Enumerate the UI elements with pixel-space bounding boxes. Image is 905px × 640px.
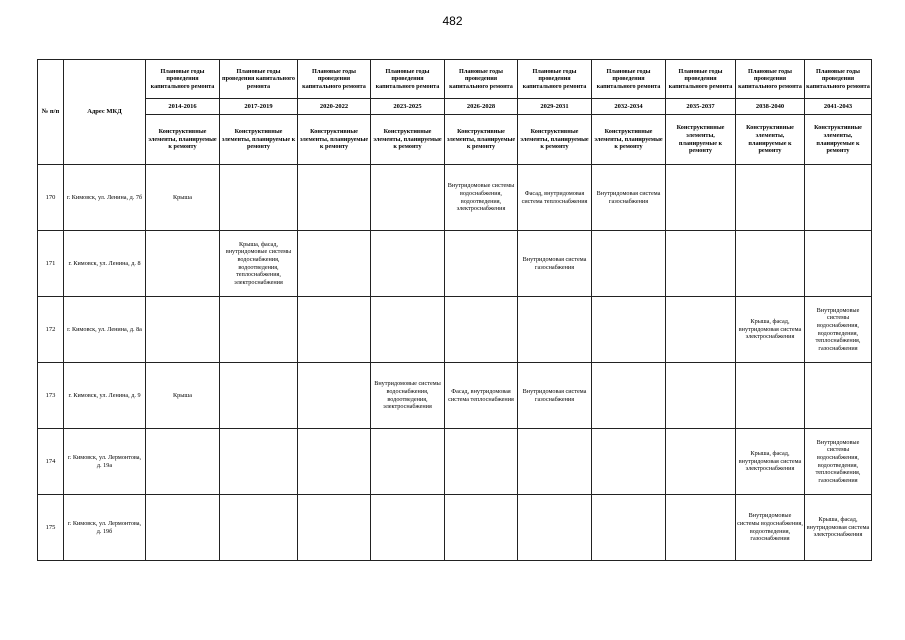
repair-cell: Внутридомовые системы водоснабжения, водоотведения, газоснабжения bbox=[736, 495, 805, 561]
repair-cell bbox=[371, 231, 445, 297]
period-years: 2041-2043 bbox=[805, 99, 872, 115]
table-row bbox=[38, 363, 872, 429]
period-title: Плановые годы проведения капитального ремонта bbox=[805, 60, 872, 99]
repair-cell bbox=[146, 231, 220, 297]
row-address: г. Кимовск, ул. Ленина, д. 8 bbox=[64, 231, 146, 297]
period-years: 2026-2028 bbox=[445, 99, 518, 115]
repair-cell bbox=[736, 231, 805, 297]
row-number: 171 bbox=[38, 231, 64, 297]
repair-cell bbox=[146, 429, 220, 495]
repair-cell bbox=[666, 165, 736, 231]
repair-cell bbox=[146, 495, 220, 561]
elements-header: Конструктивные элементы, планируемые к ремонту bbox=[592, 115, 666, 165]
repair-cell bbox=[592, 495, 666, 561]
period-title: Плановые годы проведения капитального ремонта bbox=[445, 60, 518, 99]
repair-cell bbox=[592, 429, 666, 495]
repair-cell: Крыша, фасад, внутридомовая система электроснабжения bbox=[736, 297, 805, 363]
elements-header: Конструктивные элементы, планируемые к ремонту bbox=[146, 115, 220, 165]
repair-cell bbox=[518, 429, 592, 495]
repair-cell bbox=[298, 231, 371, 297]
period-title: Плановые годы проведения капитального ремонта bbox=[298, 60, 371, 99]
repair-cell: Внутридомовая система газоснабжения bbox=[518, 231, 592, 297]
row-number: 172 bbox=[38, 297, 64, 363]
repair-cell bbox=[220, 165, 298, 231]
repair-cell: Фасад, внутридомовая система теплоснабжения bbox=[445, 363, 518, 429]
repair-cell bbox=[298, 429, 371, 495]
repair-cell bbox=[445, 297, 518, 363]
row-address: г. Кимовск, ул. Ленина, д. 9 bbox=[64, 363, 146, 429]
elements-header: Конструктивные элементы, планируемые к ремонту bbox=[805, 115, 872, 165]
table-row bbox=[38, 165, 872, 231]
repair-cell bbox=[805, 231, 872, 297]
repair-cell bbox=[146, 297, 220, 363]
repair-cell: Внутридомовые системы водоснабжения, водоотведения, электроснабжения bbox=[445, 165, 518, 231]
elements-header: Конструктивные элементы, планируемые к ремонту bbox=[518, 115, 592, 165]
repair-cell bbox=[592, 297, 666, 363]
repair-cell bbox=[736, 165, 805, 231]
table-row bbox=[38, 429, 872, 495]
repair-cell bbox=[518, 495, 592, 561]
repair-cell: Крыша, фасад, внутридомовая система электроснабжения bbox=[805, 495, 872, 561]
period-years: 2038-2040 bbox=[736, 99, 805, 115]
row-address: г. Кимовск, ул. Лермонтова, д. 19а bbox=[64, 429, 146, 495]
row-address: г. Кимовск, ул. Лермонтова, д. 19б bbox=[64, 495, 146, 561]
repair-cell bbox=[592, 363, 666, 429]
repair-cell: Внутридомовая система газоснабжения bbox=[592, 165, 666, 231]
period-years: 2020-2022 bbox=[298, 99, 371, 115]
period-years: 2032-2034 bbox=[592, 99, 666, 115]
period-years: 2014-2016 bbox=[146, 99, 220, 115]
row-address: г. Кимовск, ул. Ленина, д. 7б bbox=[64, 165, 146, 231]
repair-cell: Крыша bbox=[146, 363, 220, 429]
repair-cell bbox=[220, 495, 298, 561]
repair-cell: Внутридомовые системы водоснабжения, водоотведения, теплоснабжения, газоснабжения bbox=[805, 429, 872, 495]
repair-cell bbox=[445, 231, 518, 297]
repair-cell bbox=[371, 297, 445, 363]
repair-cell: Внутридомовые системы водоснабжения, водоотведения, электроснабжения bbox=[371, 363, 445, 429]
row-number: 175 bbox=[38, 495, 64, 561]
header-row-years bbox=[38, 99, 872, 115]
repair-cell bbox=[805, 363, 872, 429]
repair-cell bbox=[805, 165, 872, 231]
table-row bbox=[38, 297, 872, 363]
repair-cell: Крыша, фасад, внутридомовая система электроснабжения bbox=[736, 429, 805, 495]
repair-cell bbox=[666, 231, 736, 297]
period-title: Плановые годы проведения капитального ремонта bbox=[371, 60, 445, 99]
col-number-header: № п/п bbox=[38, 60, 64, 165]
capital-repair-table bbox=[37, 59, 872, 561]
repair-cell: Внутридомовая система газоснабжения bbox=[518, 363, 592, 429]
repair-cell: Внутридомовые системы водоснабжения, водоотведения, теплоснабжения, газоснабжения bbox=[805, 297, 872, 363]
repair-cell: Крыша bbox=[146, 165, 220, 231]
repair-cell bbox=[298, 165, 371, 231]
repair-cell bbox=[220, 363, 298, 429]
table-row bbox=[38, 231, 872, 297]
repair-cell bbox=[518, 297, 592, 363]
repair-cell bbox=[592, 231, 666, 297]
repair-cell: Фасад, внутридомовая система теплоснабжения bbox=[518, 165, 592, 231]
repair-cell bbox=[220, 297, 298, 363]
repair-cell bbox=[445, 429, 518, 495]
repair-cell bbox=[445, 495, 518, 561]
repair-cell bbox=[298, 495, 371, 561]
header-row-elements bbox=[38, 115, 872, 165]
period-years: 2023-2025 bbox=[371, 99, 445, 115]
elements-header: Конструктивные элементы, планируемые к ремонту bbox=[666, 115, 736, 165]
repair-cell bbox=[666, 297, 736, 363]
repair-cell bbox=[371, 429, 445, 495]
header-row-titles bbox=[38, 60, 872, 99]
col-address-header: Адрес МКД bbox=[64, 60, 146, 165]
row-number: 173 bbox=[38, 363, 64, 429]
row-address: г. Кимовск, ул. Ленина, д. 8а bbox=[64, 297, 146, 363]
period-title: Плановые годы проведения капитального ремонта bbox=[592, 60, 666, 99]
row-number: 174 bbox=[38, 429, 64, 495]
repair-cell bbox=[371, 495, 445, 561]
period-years: 2035-2037 bbox=[666, 99, 736, 115]
period-title: Плановые годы проведения капитального ремонта bbox=[666, 60, 736, 99]
repair-cell bbox=[220, 429, 298, 495]
period-title: Плановые годы проведения капитального ремонта bbox=[736, 60, 805, 99]
table-body bbox=[38, 165, 872, 561]
repair-cell bbox=[736, 363, 805, 429]
elements-header: Конструктивные элементы, планируемые к ремонту bbox=[371, 115, 445, 165]
page-number: 482 bbox=[442, 14, 463, 28]
elements-header: Конструктивные элементы, планируемые к ремонту bbox=[220, 115, 298, 165]
repair-cell bbox=[666, 495, 736, 561]
repair-cell bbox=[371, 165, 445, 231]
repair-cell bbox=[298, 363, 371, 429]
repair-cell bbox=[666, 429, 736, 495]
period-title: Плановые годы проведения капитального ремонта bbox=[220, 60, 298, 99]
period-years: 2017-2019 bbox=[220, 99, 298, 115]
repair-cell bbox=[666, 363, 736, 429]
elements-header: Конструктивные элементы, планируемые к ремонту bbox=[736, 115, 805, 165]
row-number: 170 bbox=[38, 165, 64, 231]
repair-cell: Крыша, фасад, внутридомовые системы водоснабжения, водоотведения, теплоснабжения, электроснабжения bbox=[220, 231, 298, 297]
elements-header: Конструктивные элементы, планируемые к ремонту bbox=[298, 115, 371, 165]
period-title: Плановые годы проведения капитального ремонта bbox=[518, 60, 592, 99]
repair-cell bbox=[298, 297, 371, 363]
period-title: Плановые годы проведения капитального ремонта bbox=[146, 60, 220, 99]
table-row bbox=[38, 495, 872, 561]
period-years: 2029-2031 bbox=[518, 99, 592, 115]
elements-header: Конструктивные элементы, планируемые к ремонту bbox=[445, 115, 518, 165]
